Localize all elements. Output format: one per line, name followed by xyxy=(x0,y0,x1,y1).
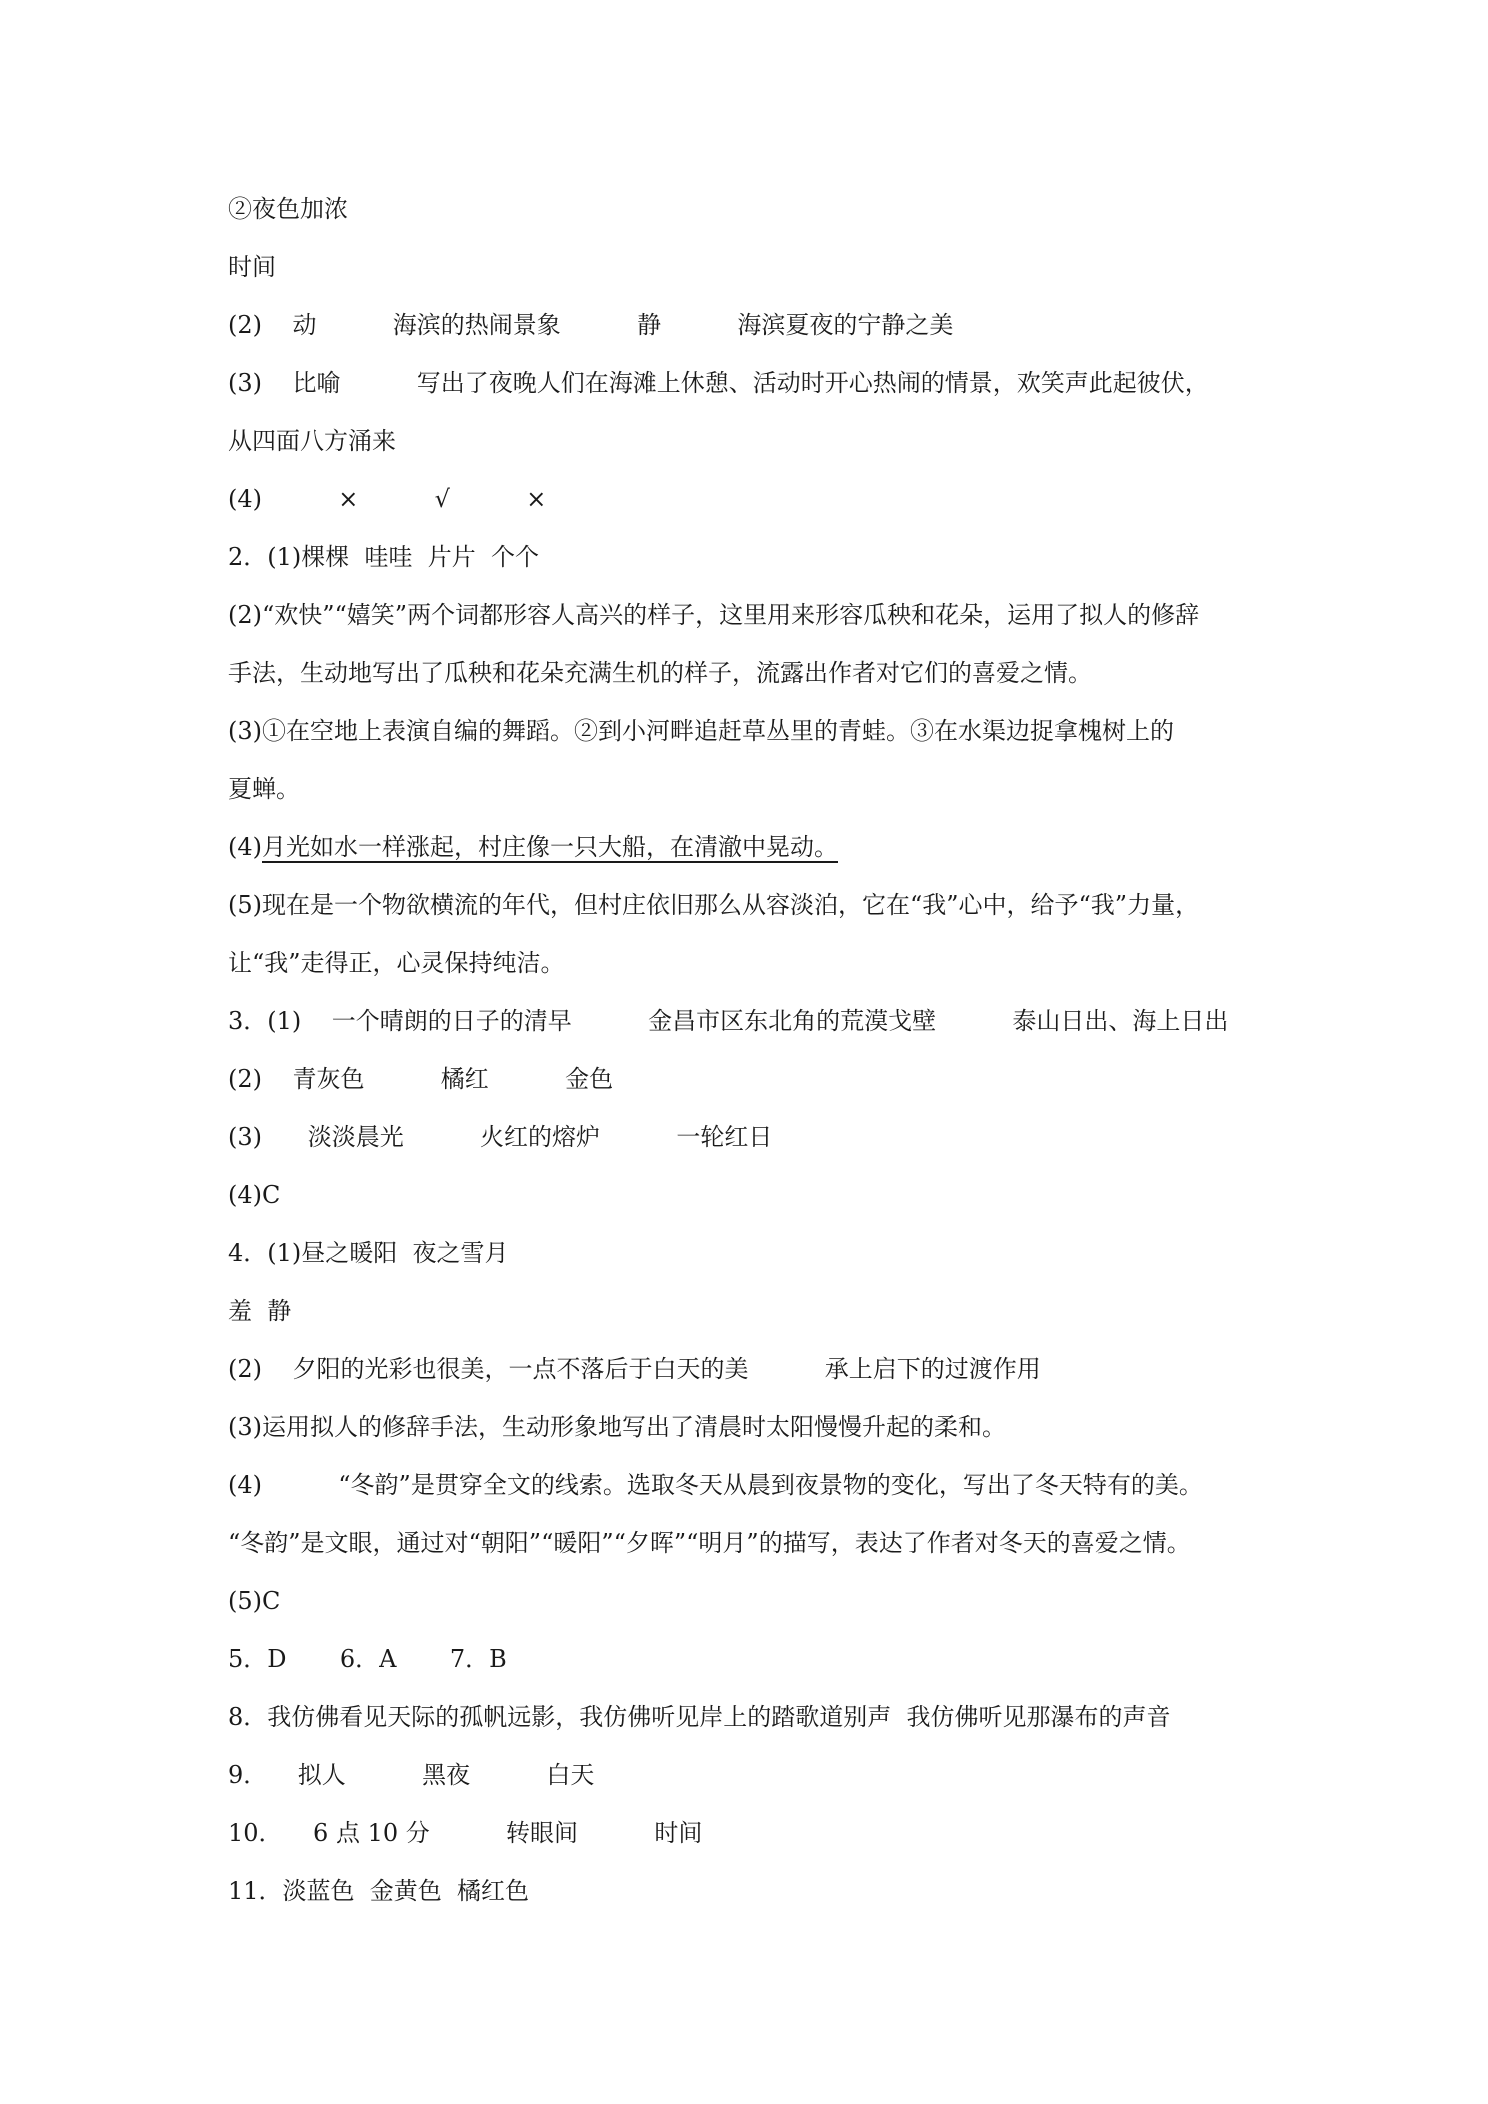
answer-line: 5．D 6．A 7．B xyxy=(228,1645,507,1673)
answer-line: (2) 夕阳的光彩也很美，一点不落后于白天的美 承上启下的过渡作用 xyxy=(228,1355,1041,1383)
answer-line: 4．(1)昼之暖阳 夜之雪月 xyxy=(228,1239,509,1267)
answer-line: 3．(1) 一个晴朗的日子的清早 金昌市区东北角的荒漠戈壁 泰山日出、海上日出 xyxy=(228,1007,1229,1035)
answer-line: (4)C xyxy=(228,1181,281,1209)
answer-line: (5)现在是一个物欲横流的年代，但村庄依旧那么从容淡泊，它在“我”心中，给予“我”力量， xyxy=(228,891,1200,919)
underlined-answer: 月光如水一样涨起，村庄像一只大船，在清澈中晃动。 xyxy=(262,833,838,861)
answer-line: 9． 拟人 黑夜 白天 xyxy=(228,1761,595,1789)
answer-line: 让“我”走得正，心灵保持纯洁。 xyxy=(228,949,565,977)
answer-line: (2) 青灰色 橘红 金色 xyxy=(228,1065,614,1093)
answer-line: (3) 淡淡晨光 火红的熔炉 一轮红日 xyxy=(228,1123,773,1151)
answer-line: (2)“欢快”“嬉笑”两个词都形容人高兴的样子，这里用来形容瓜秧和花朵，运用了拟人的修辞 xyxy=(228,601,1200,629)
answer-line: 手法，生动地写出了瓜秧和花朵充满生机的样子，流露出作者对它们的喜爱之情。 xyxy=(228,659,1092,687)
answer-line: 时间 xyxy=(228,253,276,281)
answer-line: 10． 6 点 10 分 转眼间 时间 xyxy=(228,1819,703,1847)
answer-line: 8．我仿佛看见天际的孤帆远影，我仿佛听见岸上的踏歌道别声 我仿佛听见那瀑布的声音 xyxy=(228,1703,1171,1731)
answer-line: 11．淡蓝色 金黄色 橘红色 xyxy=(228,1877,530,1905)
answer-line xyxy=(228,832,838,862)
answer-line: (3)运用拟人的修辞手法，生动形象地写出了清晨时太阳慢慢升起的柔和。 xyxy=(228,1413,1006,1441)
answer-line: (4) × √ × xyxy=(228,485,547,513)
answer-label: (4) xyxy=(228,833,262,861)
answer-line: 羞 静 xyxy=(228,1297,292,1325)
answer-line: (5)C xyxy=(228,1587,281,1615)
answer-line: (4) “冬韵”是贯穿全文的线索。选取冬天从晨到夜景物的变化，写出了冬天特有的美。 xyxy=(228,1471,1203,1499)
answer-line: 2．(1)棵棵 哇哇 片片 个个 xyxy=(228,543,540,571)
answer-line: 从四面八方涌来 xyxy=(228,427,396,455)
answer-line: ②夜色加浓 xyxy=(228,195,348,223)
answer-line: (3)①在空地上表演自编的舞蹈。②到小河畔追赶草丛里的青蛙。③在水渠边捉拿槐树上的 xyxy=(228,717,1174,745)
answer-line: (3) 比喻 写出了夜晚人们在海滩上休憩、活动时开心热闹的情景，欢笑声此起彼伏， xyxy=(228,369,1209,397)
answer-line: “冬韵”是文眼，通过对“朝阳”“暖阳”“夕晖”“明月”的描写，表达了作者对冬天的喜爱之情。 xyxy=(228,1529,1191,1557)
answer-line: 夏蝉。 xyxy=(228,775,300,803)
answer-line: (2) 动 海滨的热闹景象 静 海滨夏夜的宁静之美 xyxy=(228,311,954,339)
